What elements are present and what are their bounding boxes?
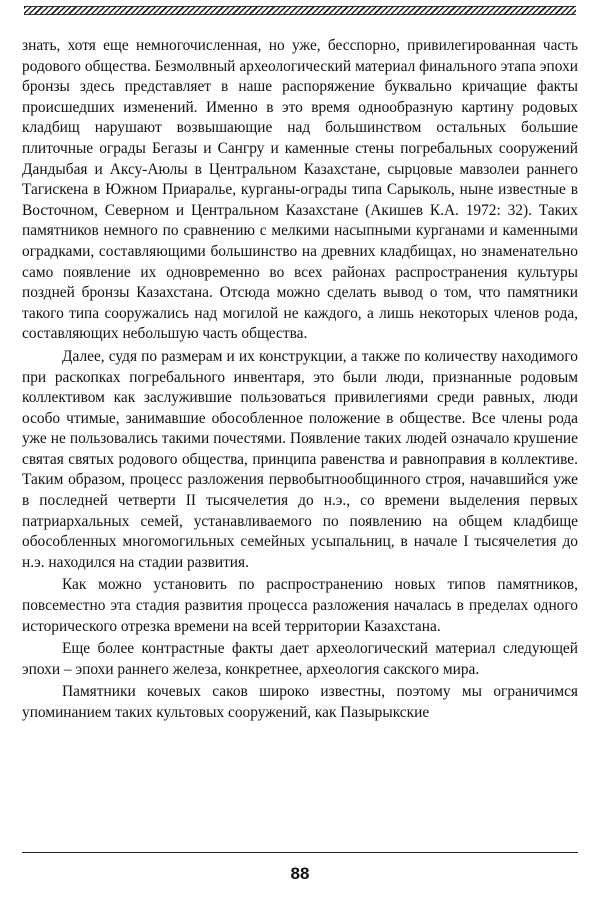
paragraph-1: знать, хотя еще немногочисленная, но уже, бесспорно, привилегированная часть родового общества. Безмолвный археологический материал финального этапа эпохи бронзы здесь представляет в наше распоряжение буквально кричащие факты происшедших изменений. Именно в это время однообразную картину родовых кладбищ нарушают возвышающие над большинством остальных большие плиточные ограды Бегазы и Сангру и каменные стены погребальных сооружений Дандыбая и Аксу-Аюлы в Центральном Казахстане, сырцовые мавзолеи раннего Тагискена в Южном Приаралье, курганы-ограды типа Сарыколь, ныне известные в Восточном, Северном и Центральном Казахстане (Акишев К.А. 1972: 32). Таких памятников немного по сравнению с мелкими насыпными курганами и каменными оградками, составляющими большинство на древних кладбищах, но знаменательно само появление их одновременно во всех районах распространения культуры поздней бронзы Казахстана. Отсюда можно сделать вывод о том, что памятники такого типа сооружались над могилой не каждого, а лишь некоторых членов рода, составляющих небольшую часть общества. <box>22 37 578 343</box>
paragraph-5: Памятники кочевых саков широко известны, поэтому мы ограничимся упоминанием таких культовых сооружений, как Пазырыкские <box>22 683 578 721</box>
body-text <box>22 36 578 724</box>
paragraph-4: Еще более контрастные факты дает археологический материал следующей эпохи – эпохи раннего железа, конкретнее, археология сакского мира. <box>22 640 578 678</box>
paragraph-2: Далее, судя по размерам и их конструкции, а также по количеству находимого при раскопках погребального инвентаря, это были люди, признанные родовым коллективом как заслужившие пользоваться привилегиями среди равных, люди особо чтимые, занимавшие обособленное положение в обществе. Все члены рода уже не пользовались такими почестями. Появление таких людей означало крушение святая святых родового общества, принципа равенства и равноправия в коллективе. Таким образом, процесс разложения первобытнообщинного строя, начавшийся уже в последней четверти II тысячелетия до н.э., со времени выделения первых патриархальных семей, устанавливаемого по появлению на общем кладбище обособленных многомогильных семейных усыпальниц, в начале I тысячелетия до н.э. находился на стадии развития. <box>22 347 578 571</box>
header-ornament <box>24 6 576 15</box>
paragraph-3: Как можно установить по распространению новых типов памятников, повсеместно эта стадия развития процесса разложения началась в пределах одного исторического отрезка времени на всей территории Казахстана. <box>22 576 578 635</box>
page-number: 88 <box>290 864 310 883</box>
footer-divider <box>22 852 578 853</box>
